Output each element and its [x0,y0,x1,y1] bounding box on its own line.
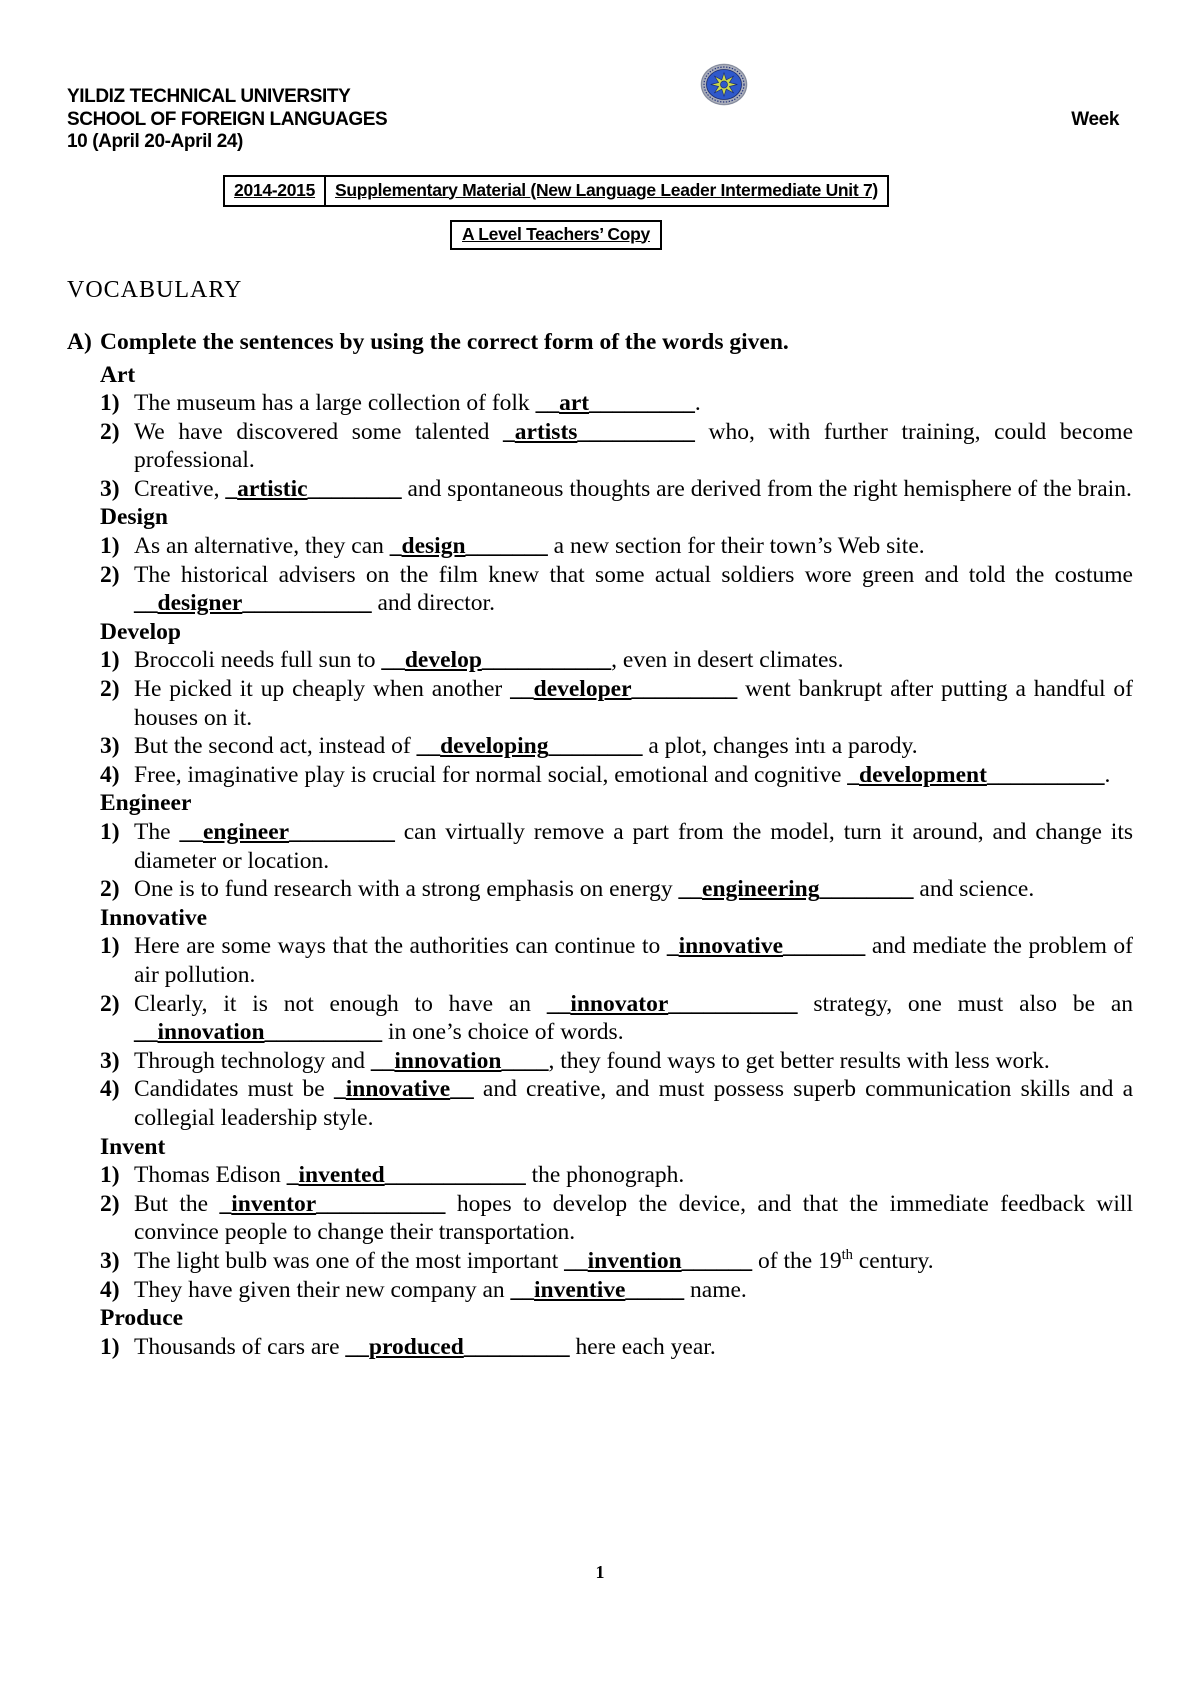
item-number: 3) [100,1247,120,1274]
title-table [23,175,1089,207]
exercise-item [100,1247,1133,1276]
blank-underscore-pre: _ [389,533,402,560]
exercise-item [100,1161,1133,1190]
item-number: 4) [100,1276,120,1303]
answer-blank [179,819,394,845]
item-number: 1) [100,933,120,960]
ordinal-superscript: th [841,1247,853,1264]
answer-word: artists [514,418,578,445]
item-sentence: Here are some ways that the authorities can continue to _innovative_______ and mediate the problem of air pollution. [134,933,1133,988]
blank-underscore-pre: _ [225,475,238,502]
instruction-label: A) [67,328,92,355]
university-logo-icon [699,61,749,108]
blank-underscore-pre: __ [416,733,441,760]
exercise-group [100,503,1133,617]
group-title: Invent [100,1133,166,1160]
item-sentence: They have given their new company an __inventive_____ name. [134,1276,747,1303]
subtitle-row [23,220,1089,250]
answer-word: innovator [570,990,669,1017]
exercise-item [100,389,1133,418]
blank-underscore-post: ________ [307,475,402,502]
item-number: 1) [100,533,120,560]
exercise-item [100,561,1133,618]
answer-word: invention [587,1247,682,1274]
answer-word: art [559,390,590,417]
blank-underscore-post: _________ [463,1333,570,1360]
group-title: Art [100,361,136,388]
answer-blank [503,419,695,445]
exercise-group [100,904,1133,1133]
exercise-item [100,1333,1133,1362]
item-sentence: Thomas Edison _invented____________ the phonograph. [134,1162,685,1189]
exercise-item [100,532,1133,561]
blank-underscore-pre: __ [179,819,203,845]
item-sentence: But the _inventor___________ hopes to develop the device, and that the immediate feedback will convince people to change their transportation. [134,1190,1133,1246]
exercise-groups [100,361,1133,1362]
answer-word: inventor [231,1190,317,1217]
title-text-cell: Supplementary Material (New Language Leader Intermediate Unit 7) [324,175,889,207]
blank-underscore-post: ________ [819,876,914,903]
answer-blank [220,1191,446,1217]
item-sentence: Clearly, it is not enough to have an __innovator___________ strategy, one must also be an __innovation__________ in one’s choice of words. [134,990,1134,1046]
blank-underscore-post: _________ [631,676,738,703]
answer-blank [371,1048,549,1074]
item-number: 1) [100,1333,120,1360]
blank-underscore-pre: _ [503,418,515,445]
answer-blank [390,533,548,559]
item-sentence: Free, imaginative play is crucial for normal social, emotional and cognitive _development__________. [134,761,1111,788]
blank-underscore-post: ______ [681,1247,753,1274]
item-number: 1) [100,647,120,674]
header-week-label: Week [1071,108,1119,130]
exercise-group [100,1133,1133,1305]
blank-underscore-pre: __ [134,590,158,617]
item-sentence: Through technology and __innovation____, they found ways to get better results with less work. [134,1047,1050,1074]
answer-word: developer [533,676,632,703]
blank-underscore-post: __________ [577,418,695,445]
exercise-group [100,618,1133,790]
item-sentence: The historical advisers on the film knew that some actual soldiers wore green and told the costume __designer___________ and director. [134,561,1133,617]
exercise-instruction [67,329,1133,356]
blank-underscore-post: __________ [986,761,1105,788]
blank-underscore-pre: __ [510,1276,535,1303]
item-sentence: The __engineer_________ can virtually remove a part from the model, turn it around, and change its diameter or location. [134,819,1133,874]
answer-word: produced [368,1333,464,1360]
item-number: 4) [100,1076,120,1103]
blank-underscore-pre: __ [546,990,571,1017]
item-number: 3) [100,1047,120,1074]
answer-word: invented [298,1162,385,1189]
item-number: 2) [100,676,120,703]
exercise-item [100,675,1133,732]
answer-blank [134,590,372,616]
blank-underscore-pre: __ [345,1333,369,1360]
answer-blank [334,1076,474,1102]
group-title: Engineer [100,790,192,817]
item-sentence: Broccoli needs full sun to __develop___________, even in desert climates. [134,647,844,674]
answer-blank [134,1019,382,1045]
blank-underscore-pre: _ [847,761,860,788]
document-header [67,86,1133,154]
answer-word: developing [440,733,549,760]
answer-word: engineer [202,819,290,845]
blank-underscore-pre: _ [333,1076,346,1103]
blank-underscore-post: _______ [465,533,548,560]
blank-underscore-pre: _ [219,1190,232,1217]
item-sentence: He picked it up cheaply when another __developer_________ went bankrupt after putting a handful of houses on it. [134,676,1133,731]
blank-underscore-pre: _ [666,933,679,960]
answer-blank [381,647,611,673]
item-sentence: Thousands of cars are __produced_________ here each year. [134,1333,716,1360]
blank-underscore-pre: __ [678,876,703,903]
answer-blank [510,676,737,702]
title-year-cell: 2014-2015 [223,175,326,207]
blank-underscore-pre: __ [510,676,534,703]
group-title: Innovative [100,904,208,931]
blank-underscore-post: ________ [548,733,643,760]
exercise-item [100,475,1133,504]
blank-underscore-post: __________ [264,1019,383,1046]
answer-word: innovative [345,1076,451,1103]
answer-word: develop [404,647,482,674]
answer-blank [847,762,1104,788]
exercise-group [100,789,1133,903]
blank-underscore-pre: _ [286,1162,299,1189]
blank-underscore-post: ____ [501,1047,549,1074]
item-number: 2) [100,876,120,903]
exercise-item [100,875,1133,904]
answer-blank [667,933,865,959]
answer-word: innovation [394,1047,502,1074]
exercise-item [100,418,1133,475]
item-number: 1) [100,390,120,417]
item-number: 2) [100,561,120,588]
answer-word: engineering [702,876,820,903]
exercise-item [100,761,1133,790]
group-title: Produce [100,1305,184,1332]
exercise-group [100,1304,1133,1361]
blank-underscore-post: _________ [589,390,695,417]
blank-underscore-pre: __ [381,647,405,674]
instruction-text: Complete the sentences by using the correct form of the words given. [100,328,789,355]
blank-underscore-post: _________ [289,819,395,845]
group-title: Design [100,504,168,531]
item-number: 1) [100,819,120,845]
answer-blank [225,476,401,502]
blank-underscore-pre: __ [535,390,560,417]
university-emblem-graphic [699,61,749,108]
item-number: 2) [100,418,120,445]
header-date-line: 10 (April 20-April 24) [67,131,243,152]
item-sentence: One is to fund research with a strong emphasis on energy __engineering________ and science. [134,876,1035,903]
item-sentence: The museum has a large collection of folk __art_________. [134,390,701,417]
exercise-item [100,1075,1133,1132]
answer-word: design [401,533,466,560]
blank-underscore-post: __ [450,1076,474,1103]
answer-word: innovation [157,1019,265,1046]
answer-blank [345,1334,569,1360]
exercise-item [100,818,1133,875]
item-number: 3) [100,733,120,760]
exercise-item [100,1190,1133,1247]
blank-underscore-pre: __ [134,1019,158,1046]
item-number: 2) [100,990,120,1017]
blank-underscore-pre: __ [370,1047,395,1074]
exercise-item [100,990,1133,1047]
header-school-line: SCHOOL OF FOREIGN LANGUAGES [67,108,388,130]
answer-word: artistic [237,475,308,502]
blank-underscore-pre: __ [564,1247,588,1274]
item-sentence: But the second act, instead of __developing________ a plot, changes intı a parody. [134,733,918,760]
item-sentence: Candidates must be _innovative__ and creative, and must possess superb communication skills and a collegial leadership style. [134,1076,1133,1131]
answer-blank [511,1277,685,1303]
item-sentence: As an alternative, they can _design_______ a new section for their town’s Web site. [134,533,925,560]
subtitle-box: A Level Teachers’ Copy [450,220,662,250]
exercise-item [100,932,1133,989]
answer-blank [679,876,914,902]
exercise-item [100,1276,1133,1305]
blank-underscore-post: _____ [625,1276,685,1303]
answer-blank [417,733,643,759]
exercise-group [100,361,1133,504]
header-school-row [67,109,1133,132]
answer-word: inventive [534,1276,626,1303]
answer-blank [287,1162,526,1188]
vocabulary-heading: VOCABULARY [67,276,243,303]
blank-underscore-post: ____________ [384,1162,526,1189]
group-title: Develop [100,618,181,645]
header-university-line: YILDIZ TECHNICAL UNIVERSITY [67,86,351,107]
page-number: 1 [595,1562,605,1582]
exercise-item [100,646,1133,675]
item-sentence: We have discovered some talented _artists__________ who, with further training, could become professional. [134,418,1133,474]
exercise-item [100,732,1133,761]
answer-blank [547,991,798,1017]
answer-word: development [859,761,987,788]
item-number: 3) [100,475,120,502]
item-number: 2) [100,1190,120,1217]
blank-underscore-post: ___________ [316,1190,446,1217]
item-sentence: Creative, _artistic________ and spontaneous thoughts are derived from the right hemisphere of the brain. [134,475,1132,502]
blank-underscore-post: _______ [783,933,866,960]
blank-underscore-post: ___________ [242,590,372,617]
answer-blank [536,390,695,416]
answer-blank [564,1248,752,1274]
blank-underscore-post: ___________ [481,647,612,674]
exercise-item [100,1047,1133,1076]
answer-word: innovative [678,933,784,960]
item-number: 4) [100,761,120,788]
answer-word: designer [157,590,243,617]
blank-underscore-post: ___________ [668,990,798,1017]
item-number: 1) [100,1162,120,1189]
item-sentence: The light bulb was one of the most important __invention______ of the 19th century. [134,1247,934,1274]
